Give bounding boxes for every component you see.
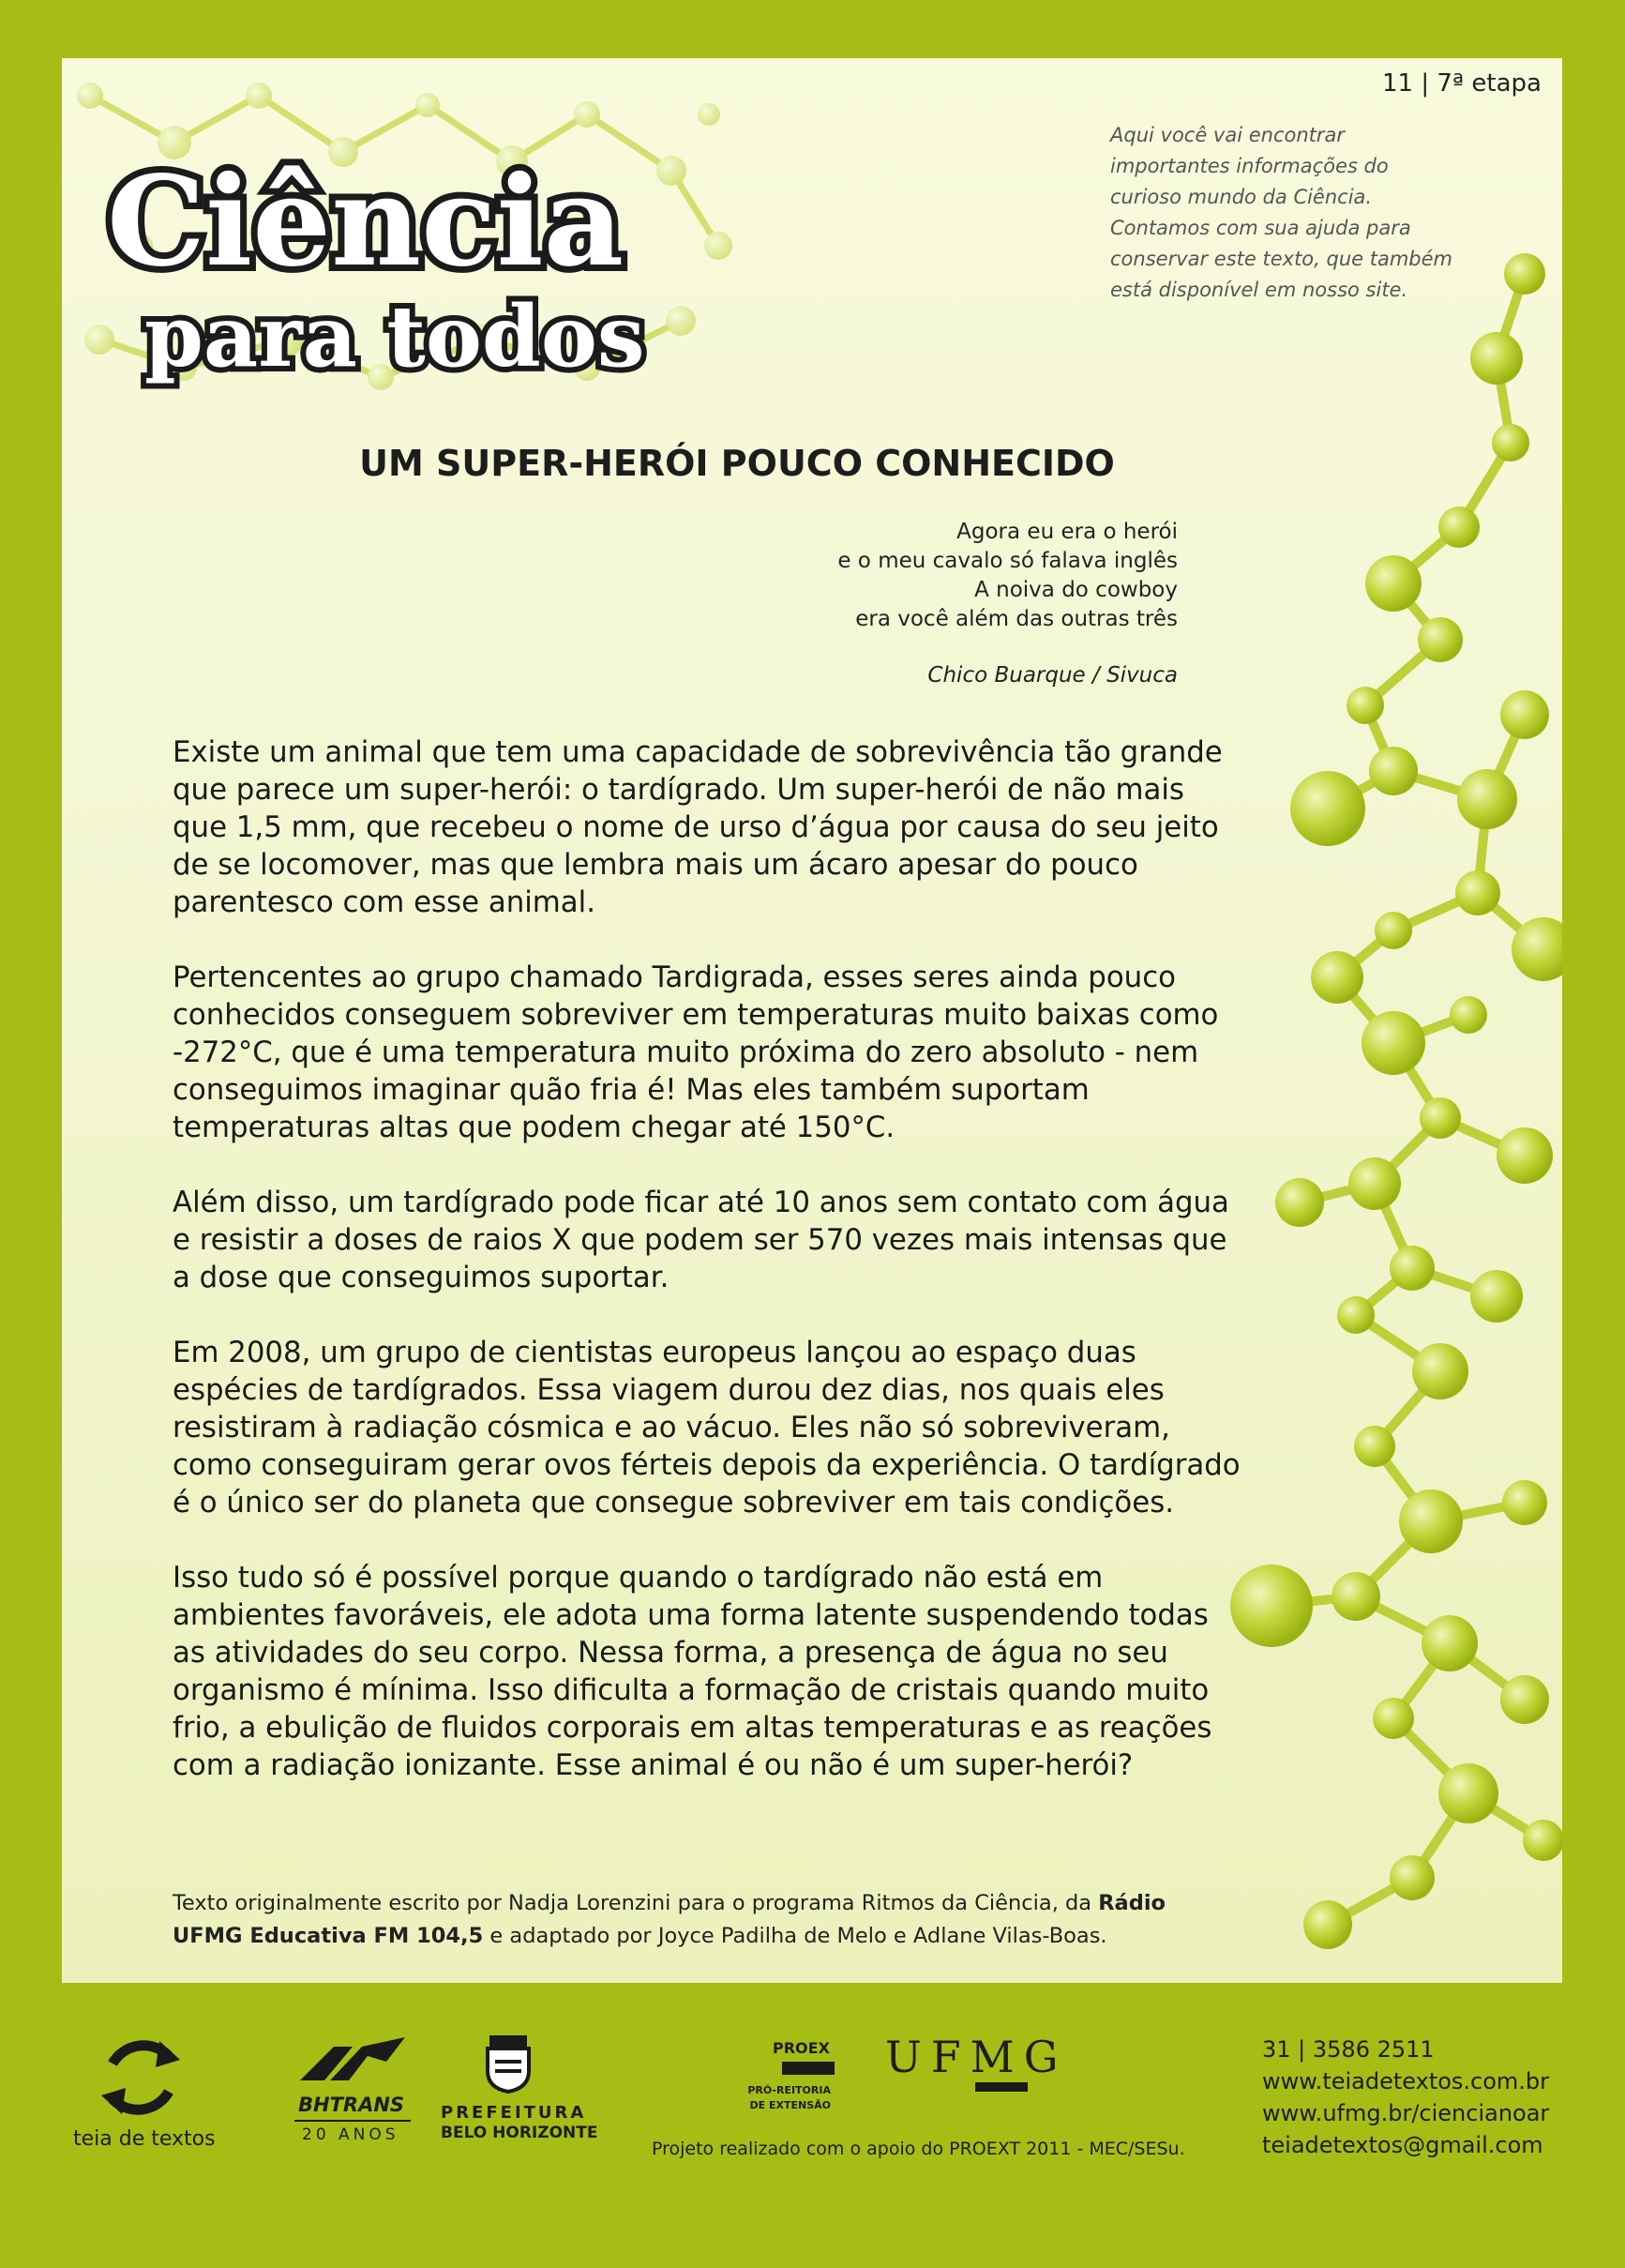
credits-prefix: Texto originalmente escrito por Nadja Lorenzini para o programa Ritmos da Ciência, da bbox=[173, 1891, 1099, 1915]
bhtrans-label: BHTRANS bbox=[298, 2094, 405, 2116]
intro-text: Aqui você vai encontrar importantes informações do curioso mundo da Ciência. Contamos com sua ajuda para conservar este texto, que também está disponível em nosso site. bbox=[1110, 124, 1453, 301]
ufmg-underline bbox=[975, 2082, 1028, 2092]
epigraph-line: Agora eu era o herói bbox=[956, 520, 1178, 544]
epigraph-line: A noiva do cowboy bbox=[974, 578, 1178, 602]
bhtrans-arrows-icon bbox=[296, 2034, 409, 2094]
article-paragraph: Em 2008, um grupo de cientistas europeus lançou ao espaço duas espécies de tardígrados. Essa viagem durou dez dias, nos quais eles resistiram à radiação cósmica e ao vácuo. Eles não só sobreviveram, como conseguiram gerar ovos férteis depois da experiência. O tardígrado é o único ser do planeta que consegue sobreviver em tais condições. bbox=[173, 1336, 1241, 1520]
prefeitura-line1: PREFEITURA bbox=[441, 2103, 587, 2123]
belo-horizonte-coat-of-arms-icon bbox=[482, 2034, 534, 2094]
teia-label: teia de textos bbox=[73, 2127, 216, 2151]
epigraph bbox=[624, 518, 1178, 690]
proex-bar bbox=[782, 2062, 835, 2075]
contact-block bbox=[1262, 2034, 1549, 2161]
epigraph-author: Chico Buarque / Sivuca bbox=[927, 663, 1178, 688]
ciencia-para-todos-logo bbox=[90, 133, 746, 396]
article-title: UM SUPER-HERÓI POUCO CONHECIDO bbox=[359, 443, 1115, 484]
contact-phone: 31 | 3586 2511 bbox=[1262, 2036, 1435, 2063]
proex-sub1: PRÓ-REITORIA bbox=[747, 2084, 831, 2096]
article-body bbox=[173, 733, 1241, 1822]
bhtrans-divider bbox=[294, 2120, 411, 2122]
content-panel bbox=[62, 58, 1562, 1983]
page-number-label: 11 | 7ª etapa bbox=[1382, 69, 1542, 98]
bhtrans-anniversary: 20 ANOS bbox=[302, 2125, 399, 2144]
article-paragraph: Além disso, um tardígrado pode ficar até 10 anos sem contato com água e resistir a doses de raios X que podem ser 570 vezes mais intensas que a dose que conseguimos suportar. bbox=[173, 1186, 1229, 1294]
contact-site-teia[interactable]: www.teiadetextos.com.br bbox=[1262, 2068, 1550, 2094]
contact-site-ufmg[interactable]: www.ufmg.br/ciencianoar bbox=[1262, 2100, 1550, 2126]
contact-email[interactable]: teiadetextos@gmail.com bbox=[1262, 2132, 1543, 2158]
epigraph-line: e o meu cavalo só falava inglês bbox=[837, 549, 1178, 573]
article-paragraph: Isso tudo só é possível porque quando o tardígrado não está em ambientes favoráveis, ele adota uma forma latente suspendendo todas as atividades do seu corpo. Nessa forma, a presença de água no seu organismo é mínima. Isso dificulta a formação de cristais quando muito frio, a ebulição de fluidos corporais em altas temperaturas e as reações com a radiação ionizante. Esse animal é ou não é um super-herói? bbox=[173, 1561, 1212, 1782]
article-paragraph: Existe um animal que tem uma capacidade de sobrevivência tão grande que parece um super-herói: o tardígrado. Um super-herói de não mais que 1,5 mm, que recebeu o nome de urso d’água por causa do seu jeito de se locomover, mas que lembra mais um ácaro apesar do pouco parentesco com esse animal. bbox=[173, 735, 1223, 919]
teia-de-textos-icon bbox=[94, 2035, 188, 2120]
ufmg-logo: UFMG bbox=[885, 2032, 1068, 2082]
credits-radio-name: Rádio UFMG Educativa FM 104,5 bbox=[173, 1891, 1166, 1948]
proex-sub2: DE EXTENSÃO bbox=[749, 2099, 831, 2111]
prefeitura-line2: BELO HORIZONTE bbox=[441, 2124, 598, 2142]
logo-line2: para todos bbox=[144, 287, 645, 386]
epigraph-line: era você além das outras três bbox=[855, 607, 1178, 631]
logo-line1: Ciência bbox=[107, 149, 624, 295]
proex-label: PROEX bbox=[773, 2039, 830, 2057]
article-credits bbox=[173, 1887, 1241, 1953]
article-paragraph: Pertencentes ao grupo chamado Tardigrada, esses seres ainda pouco conhecidos conseguem sobreviver em temperaturas muito baixas como -272°C, que é uma temperatura muito próxima do zero absoluto - nem conseguimos imaginar quão fria é! Mas eles também suportam temperaturas altas que podem chegar até 150°C. bbox=[173, 960, 1219, 1144]
credits-suffix: e adaptado por Joyce Padilha de Melo e Adlane Vilas-Boas. bbox=[483, 1924, 1107, 1948]
project-support-note: Projeto realizado com o apoio do PROEXT 2011 - MEC/SESu. bbox=[652, 2139, 1185, 2159]
side-molecule-chain bbox=[1271, 274, 1543, 1925]
